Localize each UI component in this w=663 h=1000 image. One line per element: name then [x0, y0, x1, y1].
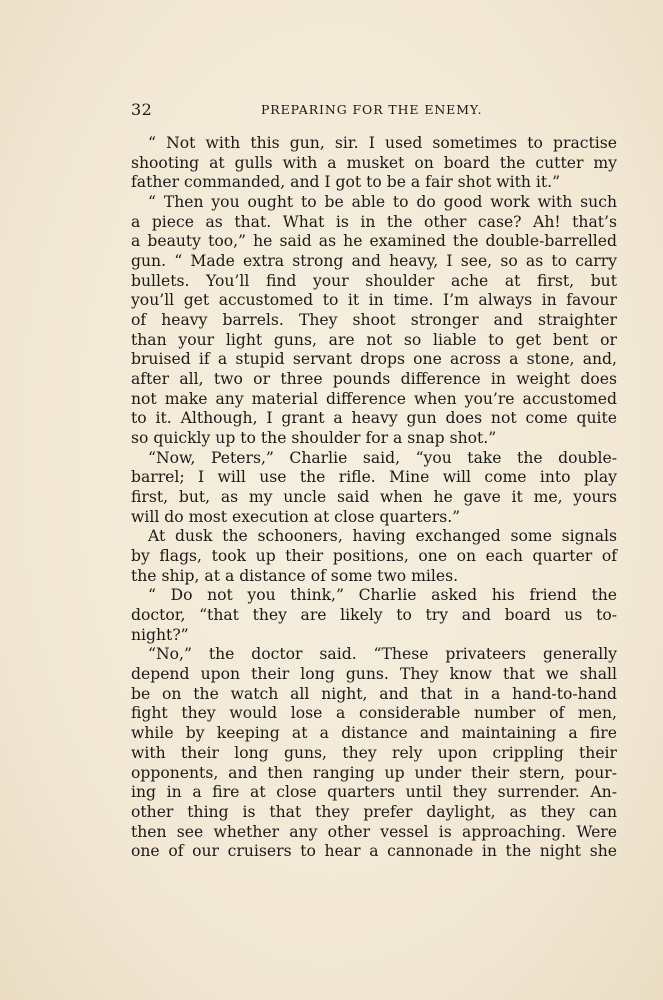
text-line: a beauty too,” he said as he examined the double-barrelled: [131, 232, 617, 251]
text-line: night?”: [131, 625, 189, 644]
running-head: [131, 100, 617, 120]
page-number: 32: [131, 100, 153, 119]
text-line: the ship, at a distance of some two miles.: [131, 566, 459, 585]
text-line: bruised if a stupid servant drops one across a stone, and,: [131, 350, 617, 369]
text-line: “No,” the doctor said. “These privateers generally: [148, 645, 617, 664]
text-line: doctor, “that they are likely to try and board us to-: [131, 606, 617, 625]
text-line: other thing is that they prefer daylight, as they can: [131, 802, 617, 821]
text-line: will do most execution at close quarters.”: [131, 507, 461, 526]
text-line: barrel; I will use the rifle. Mine will come into play: [131, 468, 617, 487]
text-line: not make any material difference when you’re accustomed: [131, 389, 617, 408]
text-line: At dusk the schooners, having exchanged some signals: [148, 527, 617, 546]
text-line: “ Not with this gun, sir. I used sometimes to practise: [148, 134, 617, 152]
text-line: gun. “ Made extra strong and heavy, I see, so as to carry: [131, 252, 617, 271]
text-line: with their long guns, they rely upon crippling their: [131, 743, 617, 762]
text-line: then see whether any other vessel is approaching. Were: [131, 822, 617, 841]
text-line: first, but, as my uncle said when he gave it me, yours: [131, 488, 617, 507]
text-line: “ Then you ought to be able to do good work with such: [148, 193, 617, 212]
text-line: you’ll get accustomed to it in time. I’m always in favour: [131, 291, 617, 310]
text-line: shooting at gulls with a musket on board the cutter my: [131, 153, 617, 172]
text-line: father commanded, and I got to be a fair shot with it.”: [131, 173, 561, 192]
body-text: [131, 134, 617, 862]
text-line: a piece as that. What is in the other case? Ah! that’s: [131, 212, 617, 231]
running-title: PREPARING FOR THE ENEMY.: [261, 102, 483, 117]
text-line: by flags, took up their positions, one on each quarter of: [131, 547, 617, 566]
text-line: be on the watch all night, and that in a hand-to-hand: [131, 684, 617, 703]
text-line: to it. Although, I grant a heavy gun does not come quite: [131, 409, 617, 428]
text-line: than your light guns, are not so liable to get bent or: [131, 330, 617, 349]
text-line: so quickly up to the shoulder for a snap shot.”: [131, 429, 497, 448]
text-line: while by keeping at a distance and maintaining a fire: [131, 724, 617, 743]
text-line: “Now, Peters,” Charlie said, “you take the double-: [148, 448, 617, 467]
text-line: of heavy barrels. They shoot stronger and straighter: [131, 311, 617, 330]
text-line: depend upon their long guns. They know that we shall: [131, 665, 617, 684]
text-line: ing in a fire at close quarters until they surrender. An-: [131, 783, 617, 802]
text-line: “ Do not you think,” Charlie asked his friend the: [148, 586, 617, 605]
text-line: one of our cruisers to hear a cannonade in the night she: [131, 842, 617, 861]
text-line: fight they would lose a considerable number of men,: [131, 704, 617, 723]
text-line: bullets. You’ll find your shoulder ache at first, but: [131, 271, 617, 290]
text-line: after all, two or three pounds difference in weight does: [131, 370, 617, 389]
text-line: opponents, and then ranging up under their stern, pour-: [131, 763, 617, 782]
